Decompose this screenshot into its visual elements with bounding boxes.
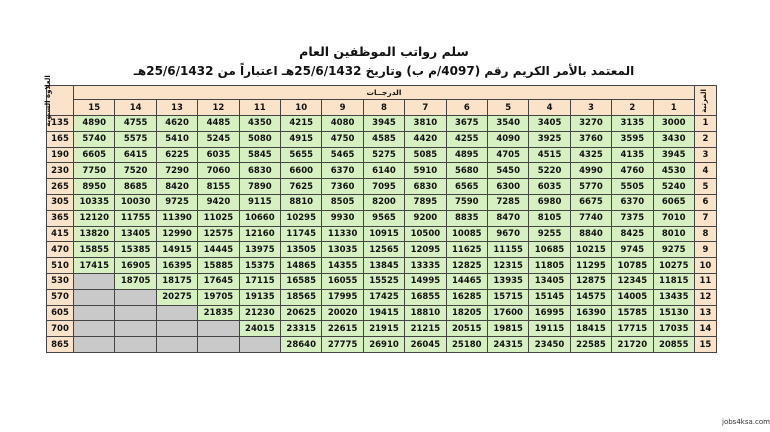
salary-cell: 3675 [446,116,487,132]
table-row [47,242,717,258]
salary-cell: 4090 [487,131,528,147]
salary-cell: 15855 [74,242,115,258]
salary-cell: 5450 [487,163,528,179]
salary-cell: 21835 [198,305,239,321]
table-row [47,337,717,353]
salary-cell: 4255 [446,131,487,147]
salary-cell: 11155 [487,242,528,258]
salary-cell: 4585 [363,131,404,147]
salary-cell: 15145 [529,289,570,305]
salary-cell: 8105 [529,210,570,226]
salary-cell: 3945 [363,116,404,132]
salary-cell: 5080 [239,131,280,147]
salary-cell: 7625 [281,179,322,195]
salary-cell: 8470 [487,210,528,226]
salary-cell: 4530 [653,163,694,179]
salary-cell: 13505 [281,242,322,258]
empty-cell [156,321,197,337]
salary-cell: 24015 [239,321,280,337]
salary-cell: 13975 [239,242,280,258]
annual-bonus-cell: 365 [47,210,74,226]
salary-cell: 8200 [363,194,404,210]
salary-cell: 9255 [529,226,570,242]
salary-cell: 28640 [281,337,322,353]
salary-cell: 8950 [74,179,115,195]
salary-cell: 4755 [115,116,156,132]
salary-cell: 6140 [363,163,404,179]
salary-cell: 7520 [115,163,156,179]
salary-cell: 23315 [281,321,322,337]
salary-cell: 4760 [612,163,653,179]
table-row [47,289,717,305]
salary-cell: 7360 [322,179,363,195]
salary-cell: 5275 [363,147,404,163]
salary-cell: 7290 [156,163,197,179]
annual-bonus-cell: 135 [47,116,74,132]
salary-cell: 20515 [446,321,487,337]
empty-cell [74,321,115,337]
salary-cell: 16585 [281,273,322,289]
table-row [47,194,717,210]
empty-cell [156,305,197,321]
salary-cell: 9745 [612,242,653,258]
salary-cell: 5245 [198,131,239,147]
salary-cell: 4215 [281,116,322,132]
salary-cell: 11745 [281,226,322,242]
empty-cell [74,273,115,289]
salary-cell: 5465 [322,147,363,163]
salary-cell: 9275 [653,242,694,258]
salary-cell: 10500 [405,226,446,242]
salary-cell: 15385 [115,242,156,258]
page-title: سلم رواتب الموظفين العام [299,44,469,59]
footer-site: jobs4ksa.com [722,418,770,426]
salary-cell: 12345 [612,273,653,289]
salary-cell: 20625 [281,305,322,321]
salary-cell: 16390 [570,305,611,321]
page-subtitle: المعتمد بالأمر الكريم رقم (4097/م ب) وتاريخ 25/6/1432هـ اعتباراً من 25/6/1432هـ [133,64,635,78]
salary-cell: 4080 [322,116,363,132]
salary-cell: 24315 [487,337,528,353]
salary-cell: 15525 [363,273,404,289]
salary-cell: 8155 [198,179,239,195]
salary-cell: 11025 [198,210,239,226]
salary-cell: 17115 [239,273,280,289]
salary-cell: 14465 [446,273,487,289]
salary-cell: 3270 [570,116,611,132]
annual-bonus-cell: 305 [47,194,74,210]
annual-bonus-cell: 230 [47,163,74,179]
salary-cell: 4750 [322,131,363,147]
rank-cell: 5 [694,179,716,195]
grade-number-header: 11 [239,100,280,116]
salary-cell: 18205 [446,305,487,321]
rank-cell: 12 [694,289,716,305]
salary-cell: 6600 [281,163,322,179]
empty-cell [239,337,280,353]
grade-number-header: 8 [363,100,404,116]
salary-cell: 23450 [529,337,570,353]
rank-cell: 2 [694,131,716,147]
salary-cell: 9420 [198,194,239,210]
salary-cell: 18415 [570,321,611,337]
salary-cell: 4420 [405,131,446,147]
table-row [47,226,717,242]
salary-cell: 17415 [74,258,115,274]
salary-cell: 12095 [405,242,446,258]
empty-cell [115,337,156,353]
salary-cell: 6980 [529,194,570,210]
empty-cell [74,289,115,305]
salary-cell: 9725 [156,194,197,210]
salary-cell: 14005 [612,289,653,305]
grade-number-header: 4 [529,100,570,116]
table-row [47,258,717,274]
salary-cell: 18175 [156,273,197,289]
salary-cell: 18810 [405,305,446,321]
salary-cell: 4895 [446,147,487,163]
salary-cell: 13820 [74,226,115,242]
table-row [47,305,717,321]
salary-cell: 8505 [322,194,363,210]
grade-number-header: 3 [570,100,611,116]
salary-cell: 3405 [529,116,570,132]
grade-number-header: 9 [322,100,363,116]
salary-cell: 6370 [612,194,653,210]
salary-cell: 21720 [612,337,653,353]
salary-cell: 15885 [198,258,239,274]
salary-cell: 14355 [322,258,363,274]
salary-cell: 11755 [115,210,156,226]
salary-cell: 16055 [322,273,363,289]
salary-cell: 11805 [529,258,570,274]
salary-cell: 19415 [363,305,404,321]
salary-cell: 16395 [156,258,197,274]
salary-cell: 9565 [363,210,404,226]
empty-cell [156,337,197,353]
salary-cell: 17995 [322,289,363,305]
salary-cell: 6605 [74,147,115,163]
grade-number-header: 10 [281,100,322,116]
salary-cell: 6675 [570,194,611,210]
rank-cell: 14 [694,321,716,337]
salary-cell: 3760 [570,131,611,147]
salary-cell: 20855 [653,337,694,353]
rank-cell: 9 [694,242,716,258]
salary-cell: 5680 [446,163,487,179]
salary-cell: 8420 [156,179,197,195]
table-row [47,179,717,195]
salary-cell: 11815 [653,273,694,289]
table-row [47,116,717,132]
annual-bonus-cell: 190 [47,147,74,163]
empty-cell [74,337,115,353]
grade-number-header: 2 [612,100,653,116]
salary-cell: 12990 [156,226,197,242]
salary-cell: 5655 [281,147,322,163]
annual-bonus-cell: 415 [47,226,74,242]
salary-cell: 16905 [115,258,156,274]
rank-cell: 6 [694,194,716,210]
salary-cell: 6035 [529,179,570,195]
salary-cell: 5740 [74,131,115,147]
salary-cell: 19135 [239,289,280,305]
salary-cell: 7750 [74,163,115,179]
empty-cell [198,321,239,337]
salary-cell: 15785 [612,305,653,321]
rank-cell: 10 [694,258,716,274]
salary-cell: 17715 [612,321,653,337]
rank-cell: 13 [694,305,716,321]
table-row [47,210,717,226]
salary-cell: 11625 [446,242,487,258]
grades-header: الدرجــات [74,86,695,100]
salary-cell: 9930 [322,210,363,226]
annual-bonus-cell: 865 [47,337,74,353]
table-row [47,163,717,179]
salary-cell: 18705 [115,273,156,289]
salary-cell: 5770 [570,179,611,195]
annual-bonus-cell: 700 [47,321,74,337]
salary-cell: 10030 [115,194,156,210]
salary-cell: 5220 [529,163,570,179]
rank-cell: 4 [694,163,716,179]
annual-bonus-cell: 605 [47,305,74,321]
salary-cell: 20020 [322,305,363,321]
salary-cell: 13405 [529,273,570,289]
salary-cell: 8425 [612,226,653,242]
salary-cell: 13435 [653,289,694,305]
salary-cell: 15130 [653,305,694,321]
rank-cell: 7 [694,210,716,226]
salary-cell: 7285 [487,194,528,210]
empty-cell [115,305,156,321]
grade-number-header: 13 [156,100,197,116]
salary-cell: 6065 [653,194,694,210]
salary-cell: 7060 [198,163,239,179]
salary-cell: 14575 [570,289,611,305]
rank-cell: 11 [694,273,716,289]
rank-cell: 15 [694,337,716,353]
table-row [47,321,717,337]
salary-cell: 17035 [653,321,694,337]
annual-bonus-cell: 470 [47,242,74,258]
salary-cell: 10215 [570,242,611,258]
salary-cell: 10335 [74,194,115,210]
salary-cell: 15715 [487,289,528,305]
salary-cell: 10295 [281,210,322,226]
salary-scale-table [43,74,717,353]
salary-cell: 19115 [529,321,570,337]
salary-cell: 6300 [487,179,528,195]
salary-cell: 13405 [115,226,156,242]
salary-cell: 15375 [239,258,280,274]
rank-header [694,86,716,116]
rank-cell: 3 [694,147,716,163]
salary-cell: 12120 [74,210,115,226]
salary-cell: 5505 [612,179,653,195]
salary-cell: 13845 [363,258,404,274]
annual-bonus-cell: 510 [47,258,74,274]
salary-cell: 9670 [487,226,528,242]
grade-number-header: 15 [74,100,115,116]
salary-cell: 18565 [281,289,322,305]
salary-cell: 11330 [322,226,363,242]
salary-cell: 20275 [156,289,197,305]
rank-header-label: المرتبة [700,88,709,113]
rank-cell: 8 [694,226,716,242]
salary-cell: 10085 [446,226,487,242]
salary-cell: 5085 [405,147,446,163]
salary-cell: 22585 [570,337,611,353]
table-row [47,131,717,147]
salary-cell: 13035 [322,242,363,258]
salary-cell: 6370 [322,163,363,179]
salary-cell: 4990 [570,163,611,179]
salary-cell: 5575 [115,131,156,147]
salary-cell: 4705 [487,147,528,163]
salary-cell: 17645 [198,273,239,289]
salary-cell: 7095 [363,179,404,195]
salary-cell: 8685 [115,179,156,195]
salary-cell: 7375 [612,210,653,226]
salary-cell: 4515 [529,147,570,163]
salary-cell: 4135 [612,147,653,163]
grade-number-header: 7 [405,100,446,116]
grade-number-header: 5 [487,100,528,116]
salary-cell: 4350 [239,116,280,132]
salary-cell: 3430 [653,131,694,147]
empty-cell [74,305,115,321]
empty-cell [198,337,239,353]
salary-cell: 8010 [653,226,694,242]
salary-cell: 10685 [529,242,570,258]
salary-cell: 5240 [653,179,694,195]
annual-bonus-header-label: العلاوة السنوية [43,74,52,127]
salary-cell: 3925 [529,131,570,147]
empty-cell [115,289,156,305]
salary-cell: 5410 [156,131,197,147]
salary-cell: 10785 [612,258,653,274]
annual-bonus-cell: 570 [47,289,74,305]
salary-cell: 12160 [239,226,280,242]
salary-cell: 6830 [239,163,280,179]
salary-cell: 19705 [198,289,239,305]
salary-cell: 14915 [156,242,197,258]
salary-cell: 12315 [487,258,528,274]
salary-cell: 17425 [363,289,404,305]
salary-cell: 12575 [198,226,239,242]
salary-cell: 5845 [239,147,280,163]
salary-cell: 16995 [529,305,570,321]
salary-cell: 8835 [446,210,487,226]
salary-cell: 26045 [405,337,446,353]
salary-cell: 10915 [363,226,404,242]
salary-cell: 3135 [612,116,653,132]
salary-cell: 4915 [281,131,322,147]
salary-cell: 16285 [446,289,487,305]
salary-cell: 10660 [239,210,280,226]
salary-cell: 9200 [405,210,446,226]
salary-cell: 3540 [487,116,528,132]
rank-cell: 1 [694,116,716,132]
salary-cell: 3810 [405,116,446,132]
grade-number-header: 1 [653,100,694,116]
salary-cell: 4325 [570,147,611,163]
salary-cell: 21230 [239,305,280,321]
salary-cell: 17600 [487,305,528,321]
salary-cell: 14865 [281,258,322,274]
salary-cell: 26910 [363,337,404,353]
salary-cell: 9115 [239,194,280,210]
salary-cell: 22615 [322,321,363,337]
salary-cell: 6415 [115,147,156,163]
grade-number-header: 14 [115,100,156,116]
table-row [47,147,717,163]
grade-number-header: 12 [198,100,239,116]
salary-cell: 8840 [570,226,611,242]
salary-cell: 3595 [612,131,653,147]
salary-cell: 14995 [405,273,446,289]
salary-cell: 6035 [198,147,239,163]
table-row [47,273,717,289]
annual-bonus-cell: 165 [47,131,74,147]
salary-cell: 4485 [198,116,239,132]
salary-cell: 10275 [653,258,694,274]
salary-cell: 25180 [446,337,487,353]
salary-cell: 12875 [570,273,611,289]
annual-bonus-cell: 265 [47,179,74,195]
salary-cell: 21915 [363,321,404,337]
salary-cell: 12825 [446,258,487,274]
salary-cell: 27775 [322,337,363,353]
salary-cell: 13335 [405,258,446,274]
salary-cell: 16855 [405,289,446,305]
salary-cell: 3945 [653,147,694,163]
salary-cell: 11295 [570,258,611,274]
grade-number-header: 6 [446,100,487,116]
salary-cell: 7890 [239,179,280,195]
empty-cell [115,321,156,337]
salary-cell: 4890 [74,116,115,132]
salary-cell: 6830 [405,179,446,195]
salary-cell: 3000 [653,116,694,132]
salary-cell: 13935 [487,273,528,289]
salary-cell: 8810 [281,194,322,210]
salary-cell: 12565 [363,242,404,258]
salary-cell: 11390 [156,210,197,226]
salary-cell: 6565 [446,179,487,195]
salary-cell: 6225 [156,147,197,163]
salary-cell: 7740 [570,210,611,226]
salary-cell: 7590 [446,194,487,210]
salary-cell: 19815 [487,321,528,337]
salary-cell: 4620 [156,116,197,132]
salary-cell: 7895 [405,194,446,210]
annual-bonus-cell: 530 [47,273,74,289]
salary-cell: 5910 [405,163,446,179]
salary-cell: 21215 [405,321,446,337]
salary-cell: 7010 [653,210,694,226]
salary-cell: 14445 [198,242,239,258]
